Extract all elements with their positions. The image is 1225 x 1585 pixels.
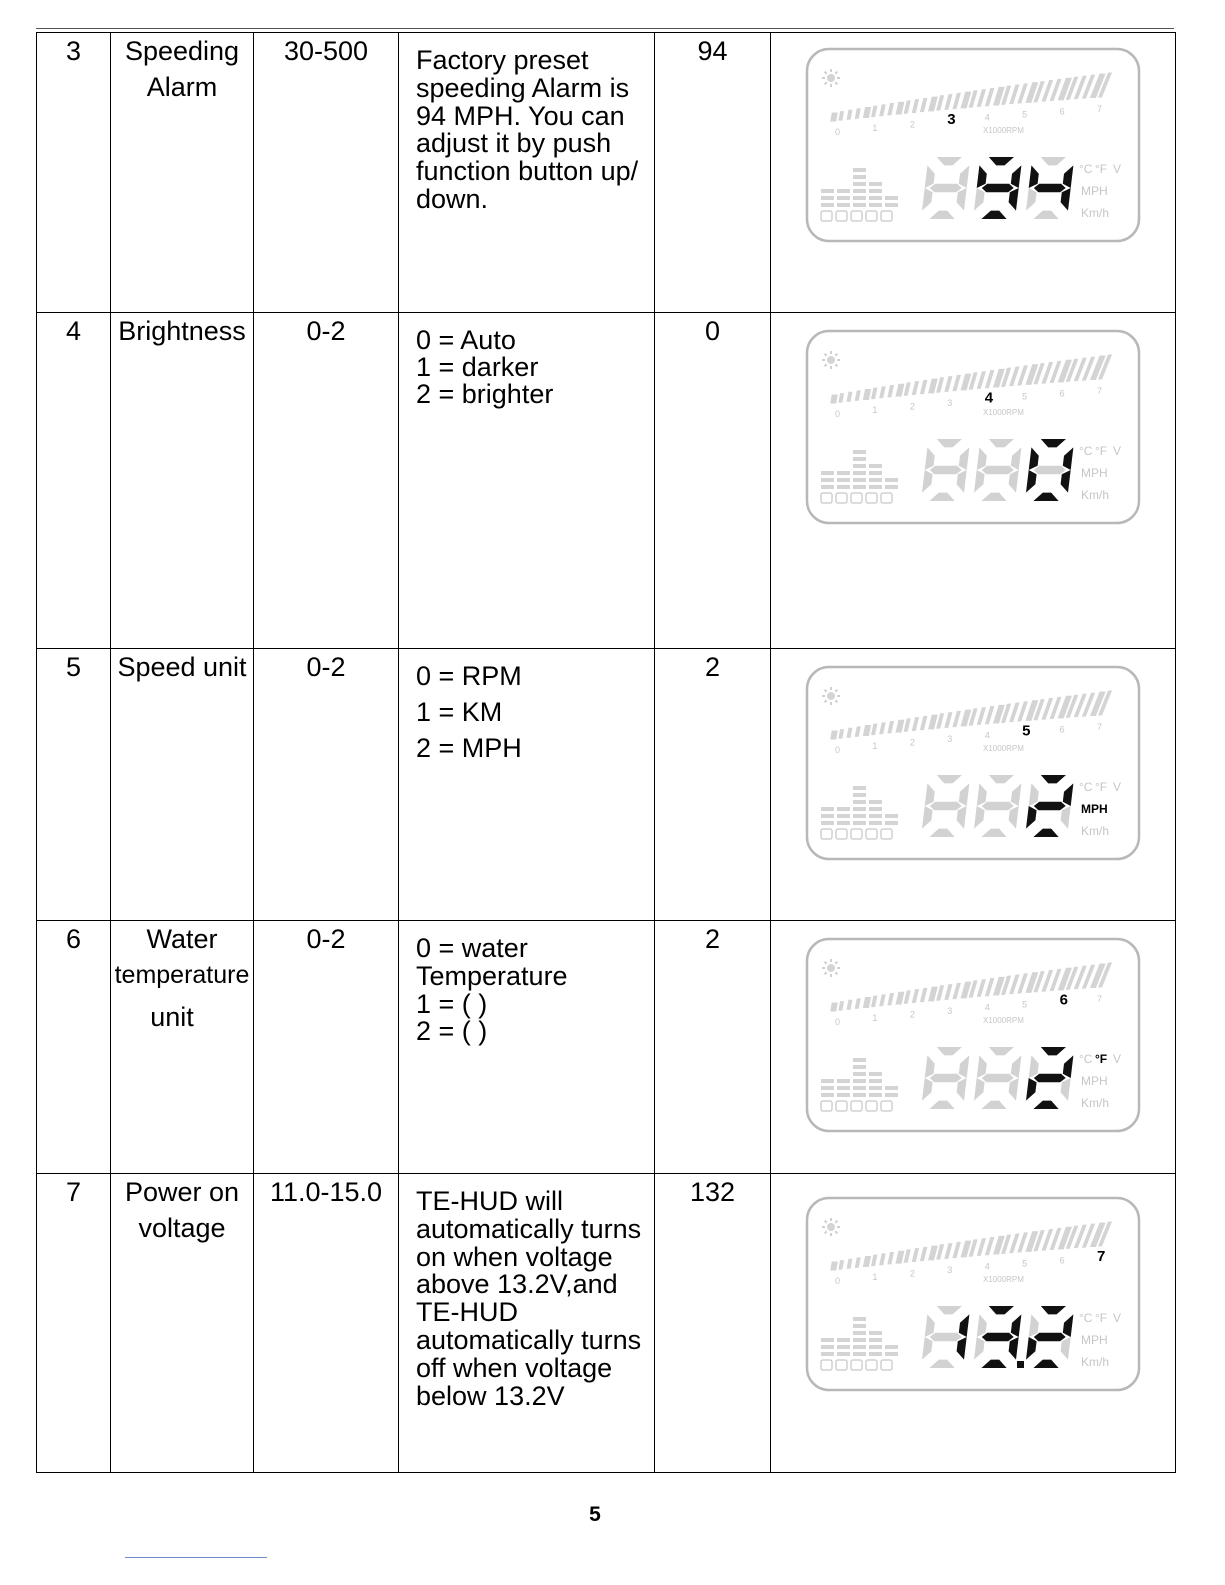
rpm-scale-label: 7 bbox=[1097, 722, 1103, 732]
hud-unit-label: Km/h bbox=[1081, 1096, 1110, 1110]
setting-number: 3 bbox=[37, 33, 111, 313]
hud-unit-label: MPH bbox=[1081, 466, 1108, 480]
setting-number: 5 bbox=[37, 649, 111, 921]
hud-unit-label: °F bbox=[1095, 1311, 1108, 1325]
rpm-scale-label: 5 bbox=[1022, 999, 1028, 1010]
rpm-scale-label: 4 bbox=[984, 1261, 990, 1272]
rpm-scale-label: 5 bbox=[1022, 1258, 1028, 1269]
rpm-scale-label: 5 bbox=[1022, 109, 1028, 120]
setting-number: 7 bbox=[37, 1174, 111, 1473]
hud-unit-label: Km/h bbox=[1081, 1355, 1110, 1369]
rpm-scale-label: 6 bbox=[1059, 388, 1065, 399]
rpm-scale-label: 1 bbox=[872, 123, 878, 134]
top-rule bbox=[36, 28, 1174, 29]
hud-display-image bbox=[803, 663, 1143, 863]
rpm-scale-label: 5 bbox=[1022, 391, 1028, 402]
hud-unit-label: °F bbox=[1095, 1052, 1108, 1066]
hud-menu-index: 4 bbox=[984, 389, 994, 407]
rpm-scale-label: 3 bbox=[947, 733, 953, 744]
sun-icon bbox=[822, 351, 840, 369]
rpm-scale-label: 7 bbox=[1097, 994, 1103, 1004]
rpm-scale-label: 2 bbox=[909, 737, 915, 748]
setting-number: 4 bbox=[37, 313, 111, 649]
rpm-scale-label: 1 bbox=[872, 1013, 878, 1024]
rpm-scale-label: 2 bbox=[909, 1009, 915, 1020]
hud-menu-index: 7 bbox=[1097, 1248, 1106, 1265]
setting-name: Water temperature unit bbox=[111, 921, 254, 1174]
setting-description: TE-HUD will automatically turns on when voltage above 13.2V,and TE-HUD automatically turns off when voltage below 13.2V bbox=[399, 1174, 655, 1473]
sun-icon bbox=[822, 687, 840, 705]
rpm-scale-label: 2 bbox=[909, 119, 915, 130]
hud-menu-index: 6 bbox=[1059, 991, 1068, 1009]
rpm-scale-label: 7 bbox=[1097, 104, 1103, 114]
setting-default: 2 bbox=[655, 649, 771, 921]
hud-unit-label: °C bbox=[1079, 1052, 1093, 1066]
rpm-scale-label: 0 bbox=[835, 127, 841, 137]
hud-unit-label: °F bbox=[1095, 780, 1108, 794]
hud-unit-label: Km/h bbox=[1081, 206, 1110, 220]
hud-display-image bbox=[803, 935, 1143, 1135]
rpm-scale-label: 6 bbox=[1059, 724, 1065, 735]
setting-description: 0 = water Temperature 1 = ( ) 2 = ( ) bbox=[399, 921, 655, 1174]
decimal-point bbox=[1017, 1361, 1024, 1368]
rpm-scale-label: 1 bbox=[872, 741, 878, 752]
rpm-scale-label: 3 bbox=[947, 397, 953, 408]
hud-image-cell bbox=[771, 313, 1176, 649]
setting-range: 0-2 bbox=[254, 921, 399, 1174]
table-row bbox=[37, 33, 1176, 313]
setting-description: Factory preset speeding Alarm is 94 MPH. You can adjust it by push function button up/ down. bbox=[399, 33, 655, 313]
rpm-scale-label: 3 bbox=[947, 1264, 953, 1275]
rpm-scale-label: 3 bbox=[947, 1005, 953, 1016]
rpm-unit-label: X1000RPM bbox=[983, 1016, 1024, 1025]
rpm-scale-label: 2 bbox=[909, 1268, 915, 1279]
hud-unit-label: V bbox=[1113, 1052, 1122, 1066]
hud-unit-label: MPH bbox=[1081, 184, 1108, 198]
hud-unit-label: V bbox=[1113, 162, 1122, 176]
hud-unit-label: °C bbox=[1079, 1311, 1093, 1325]
hud-unit-label: MPH bbox=[1081, 1074, 1108, 1088]
hud-unit-label: °C bbox=[1079, 780, 1093, 794]
page-number: 5 bbox=[589, 1503, 601, 1526]
rpm-scale-label: 7 bbox=[1097, 386, 1103, 396]
rpm-scale-label: 0 bbox=[835, 1276, 841, 1286]
setting-range: 30-500 bbox=[254, 33, 399, 313]
rpm-scale-label: 6 bbox=[1059, 1255, 1065, 1266]
setting-name: Speed unit bbox=[111, 649, 254, 921]
hud-image-cell bbox=[771, 1174, 1176, 1473]
setting-name: Brightness bbox=[111, 313, 254, 649]
setting-default: 0 bbox=[655, 313, 771, 649]
hud-unit-label: Km/h bbox=[1081, 824, 1110, 838]
rpm-scale-label: 1 bbox=[872, 405, 878, 416]
hud-display-image bbox=[803, 1194, 1143, 1394]
setting-range: 0-2 bbox=[254, 313, 399, 649]
table-row bbox=[37, 313, 1176, 649]
hud-image-cell bbox=[771, 921, 1176, 1174]
setting-name: Speeding Alarm bbox=[111, 33, 254, 313]
rpm-scale-label: 4 bbox=[984, 1002, 990, 1013]
hud-unit-label: °C bbox=[1079, 444, 1093, 458]
rpm-scale-label: 2 bbox=[909, 401, 915, 412]
hud-unit-label: MPH bbox=[1081, 1333, 1108, 1347]
setting-default: 94 bbox=[655, 33, 771, 313]
bottom-rule bbox=[125, 1557, 267, 1558]
hud-display-image bbox=[803, 327, 1143, 527]
rpm-unit-label: X1000RPM bbox=[983, 744, 1024, 753]
rpm-scale-label: 0 bbox=[835, 1017, 841, 1027]
sun-icon bbox=[822, 959, 840, 977]
rpm-scale-label: 1 bbox=[872, 1272, 878, 1283]
hud-unit-label: V bbox=[1113, 780, 1122, 794]
sun-icon bbox=[822, 69, 840, 87]
hud-unit-label: V bbox=[1113, 444, 1122, 458]
rpm-scale-label: 6 bbox=[1059, 106, 1065, 117]
setting-default: 2 bbox=[655, 921, 771, 1174]
rpm-scale-label: 0 bbox=[835, 745, 841, 755]
hud-unit-label: °F bbox=[1095, 444, 1108, 458]
hud-unit-label: Km/h bbox=[1081, 488, 1110, 502]
rpm-scale-label: 0 bbox=[835, 409, 841, 419]
hud-image-cell bbox=[771, 33, 1176, 313]
rpm-unit-label: X1000RPM bbox=[983, 408, 1024, 417]
table-row bbox=[37, 921, 1176, 1174]
hud-display-image bbox=[803, 45, 1143, 245]
setting-range: 11.0-15.0 bbox=[254, 1174, 399, 1473]
table-row bbox=[37, 1174, 1176, 1473]
table-row bbox=[37, 649, 1176, 921]
rpm-unit-label: X1000RPM bbox=[983, 126, 1024, 135]
setting-default: 132 bbox=[655, 1174, 771, 1473]
rpm-scale-label: 4 bbox=[984, 730, 990, 741]
setting-description: 0 = Auto 1 = darker 2 = brighter bbox=[399, 313, 655, 649]
settings-table bbox=[36, 32, 1176, 1473]
hud-unit-label: MPH bbox=[1081, 802, 1108, 816]
rpm-unit-label: X1000RPM bbox=[983, 1275, 1024, 1284]
hud-image-cell bbox=[771, 649, 1176, 921]
hud-menu-index: 5 bbox=[1022, 722, 1031, 740]
hud-unit-label: V bbox=[1113, 1311, 1122, 1325]
setting-number: 6 bbox=[37, 921, 111, 1174]
setting-range: 0-2 bbox=[254, 649, 399, 921]
hud-menu-index: 3 bbox=[947, 110, 956, 128]
sun-icon bbox=[822, 1218, 840, 1236]
setting-name: Power on voltage bbox=[111, 1174, 254, 1473]
rpm-scale-label: 4 bbox=[984, 112, 990, 123]
setting-description: 0 = RPM 1 = KM 2 = MPH bbox=[399, 649, 655, 921]
hud-unit-label: °C bbox=[1079, 162, 1093, 176]
hud-unit-label: °F bbox=[1095, 162, 1108, 176]
